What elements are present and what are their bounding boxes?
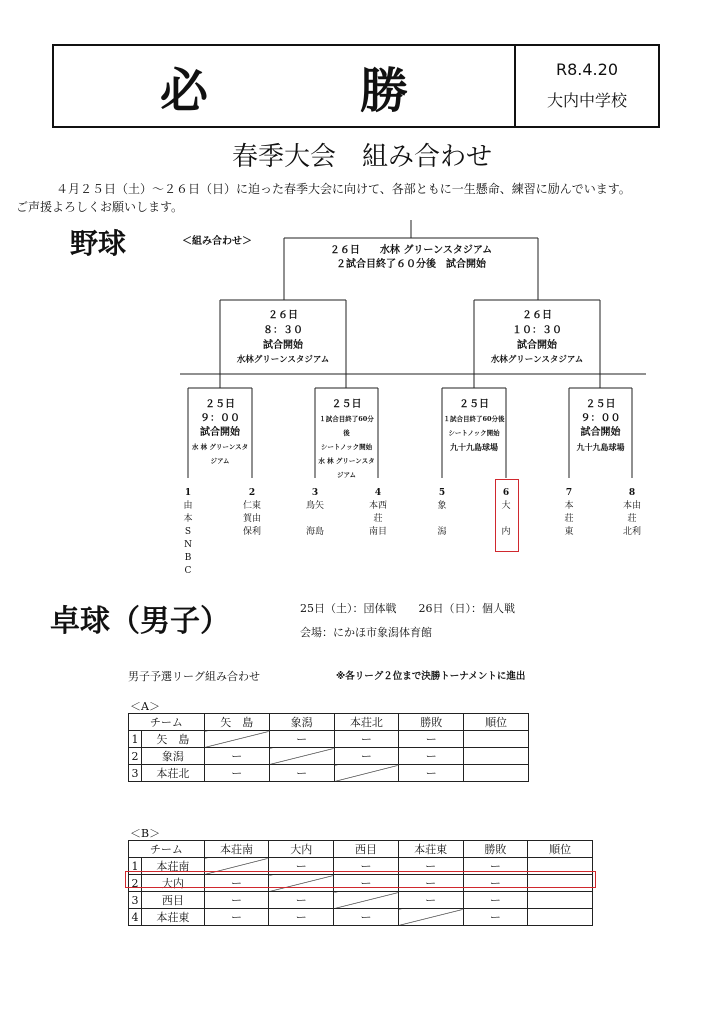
baseball-heading: 野球 [70,227,127,260]
semi2-day: ２６日 [522,310,552,321]
team-number: 2 [248,488,256,498]
result-cell [398,909,463,926]
semi1-day: ２６日 [268,310,298,321]
result-cell [334,765,399,782]
table-header-cell: 勝敗 [463,841,528,858]
quarter-match-3 [443,398,505,454]
team-entry [174,486,202,578]
table-header-cell: 本荘南 [204,841,269,858]
result-cell [464,765,529,782]
row-number: 2 [129,875,142,892]
row-team: 西目 [141,892,204,909]
header-date: R8.4.20 [555,60,618,79]
team-number: 6 [502,488,510,498]
result-cell: ー [398,858,463,875]
result-cell [528,909,593,926]
result-cell [204,731,269,748]
table-header-cell: チーム [129,841,205,858]
team-number: 1 [184,488,192,498]
result-cell: ー [204,892,269,909]
team-entry [238,486,266,539]
table-header-cell: 象潟 [269,714,334,731]
qf1-venue: 水 林 グリーンスタジアム [191,443,249,465]
table-header-cell: 矢 島 [204,714,269,731]
row-team: 矢 島 [141,731,204,748]
semi2-start: 試合開始 [517,340,557,351]
row-number: 3 [129,765,142,782]
result-cell [528,892,593,909]
result-cell: ー [204,875,269,892]
row-number: 2 [129,748,142,765]
qf4-start: 試合開始 [580,427,621,438]
table-header-cell: 大内 [269,841,334,858]
bracket-label: ＜組み合わせ＞ [182,236,252,247]
result-cell [464,748,529,765]
tabletennis-heading: 卓球（男子） [50,604,230,639]
tt-schedule: 25日（土）：団体戦 26日（日）：個人戦 [300,602,515,615]
quarter-match-2 [316,398,377,482]
team-name: 鳥矢 海島 [305,501,324,537]
result-cell: ー [334,909,399,926]
row-team: 象潟 [141,748,204,765]
table-header-cell: 順位 [528,841,593,858]
semi-match-2 [476,308,598,368]
qf3-time: １試合目終了60分後 [443,415,505,423]
semi1-time: ８：３０ [263,325,303,336]
team-name: 本 荘 東 [564,501,574,537]
team-name: 象 潟 [437,501,447,537]
page-subtitle: 春季大会 組み合わせ [231,142,492,172]
result-cell: ー [463,909,528,926]
row-number: 1 [129,731,142,748]
qf1-time: ９：００ [200,413,240,424]
table-header-cell: 西目 [334,841,399,858]
result-cell: ー [334,875,399,892]
team-name: 大 内 [501,501,511,537]
team-highlight-box [495,479,519,552]
groupB-label: ＜B＞ [130,827,161,840]
result-cell: ー [398,892,463,909]
team-name: 本由 荘 北利 [622,501,641,537]
league-note: ※各リーグ２位まで決勝トーナメントに進出 [336,671,526,682]
result-cell: ー [463,858,528,875]
semi1-venue: 水林グリーンスタジアム [236,355,330,365]
table-header-cell: 順位 [464,714,529,731]
qf2-venue: 水 林 グリーンスタジアム [318,457,375,479]
final-line-2: ２試合目終了６０分後 試合開始 [336,259,486,270]
semi2-time: １０：３０ [512,325,562,336]
table-header-cell: 本荘東 [398,841,463,858]
league-title: 男子予選リーグ組み合わせ [128,670,260,683]
team-entry [555,486,583,539]
result-cell [464,731,529,748]
team-number: 4 [374,488,382,498]
quarter-match-1 [189,398,251,468]
qf1-day: ２５日 [205,399,235,410]
table-row [129,765,529,782]
team-entry [364,486,392,539]
table-row [129,731,529,748]
result-cell: ー [463,892,528,909]
final-line-1: ２６日 水林 グリーンスタジアム [329,245,493,256]
table-row [129,748,529,765]
table-header-cell: 勝敗 [399,714,464,731]
result-cell: ー [269,892,334,909]
intro-line-2: ご声援よろしくお願いします。 [16,200,184,214]
table-row [129,909,593,926]
team-entry [618,486,646,539]
qf4-venue: 九十九島球場 [576,442,625,452]
qf4-day: ２５日 [585,399,616,410]
header-school: 大内中学校 [546,91,627,110]
qf1-start: 試合開始 [200,427,240,438]
table-header-cell: チーム [129,714,205,731]
semi-match-1 [222,308,344,368]
semi2-venue: 水林グリーンスタジアム [490,355,584,365]
result-cell: ー [398,875,463,892]
result-cell: ー [204,765,269,782]
result-cell: ー [204,909,269,926]
team-name: 本西 荘 南目 [368,501,387,537]
row-team: 本荘南 [141,858,204,875]
result-cell: ー [399,748,464,765]
team-number: 7 [565,488,573,498]
result-cell: ー [399,765,464,782]
team-name: 仁東 賀由 保利 [242,501,261,537]
header-title: 必 勝 [159,62,460,119]
row-team: 本荘北 [141,765,204,782]
result-cell: ー [463,875,528,892]
result-cell [334,892,399,909]
team-number: 5 [438,488,446,498]
table-header-row [129,714,529,731]
row-number: 1 [129,858,142,875]
qf2-time: １試合目終了60分後 [319,415,374,437]
qf2-day: ２５日 [331,399,362,410]
qf3-start: シートノック開始 [448,429,500,437]
groupA-label: ＜A＞ [130,700,160,713]
result-cell: ー [334,858,399,875]
final-match-info [300,244,522,272]
row-highlight-box [125,871,596,888]
team-name: 由 本 S N B C [183,501,193,576]
semi1-start: 試合開始 [263,340,303,351]
team-entry [428,486,456,539]
result-cell: ー [269,765,334,782]
tt-venue: 会場：にかほ市象潟体育館 [300,626,432,639]
qf4-time: ９：００ [580,413,621,424]
table-header-cell: 本荘北 [334,714,399,731]
result-cell: ー [399,731,464,748]
row-number: 4 [129,909,142,926]
result-cell [269,748,334,765]
qf3-venue: 九十九島球場 [450,442,498,452]
result-cell: ー [204,748,269,765]
result-cell: ー [269,909,334,926]
qf3-day: ２５日 [459,399,489,410]
team-number: 3 [311,488,319,498]
qf2-start: シートノック開始 [320,443,373,451]
intro-line-1: ４月２５日（土）～２６日（日）に迫った春季大会に向けて、各部ともに一生懸命、練習に励んでいます。 [56,182,631,196]
groupA-table [128,713,529,782]
team-number: 8 [628,488,636,498]
result-cell: ー [269,731,334,748]
row-team: 大内 [141,875,204,892]
table-row [129,892,593,909]
quarter-match-4 [570,398,631,454]
team-entry [301,486,329,539]
result-cell: ー [334,731,399,748]
row-number: 3 [129,892,142,909]
row-team: 本荘東 [141,909,204,926]
result-cell: ー [334,748,399,765]
table-header-row [129,841,593,858]
result-cell: ー [269,858,334,875]
